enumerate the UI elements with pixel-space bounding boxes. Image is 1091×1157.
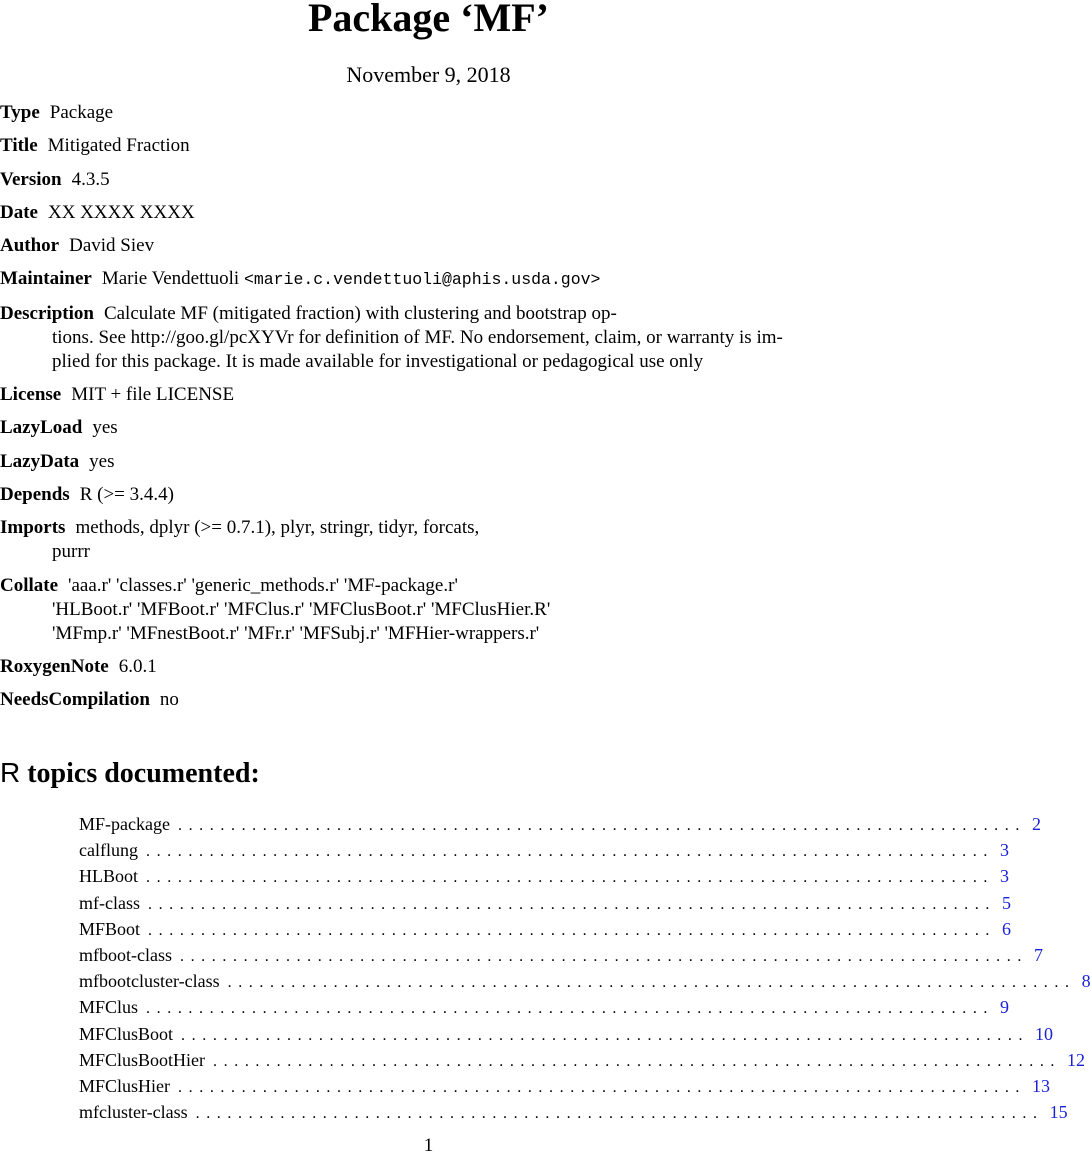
toc-entry-name[interactable]: MFClusHier — [79, 1075, 171, 1096]
field-value: MIT + file LICENSE — [71, 384, 235, 406]
toc-entry[interactable] — [79, 994, 1010, 1020]
toc-entry-name[interactable]: MFClusBoot — [79, 1023, 174, 1044]
toc-leader-dots: ................................................................................ — [227, 974, 1076, 992]
toc-entry[interactable] — [79, 890, 1011, 916]
field-line — [0, 350, 857, 374]
field-value: yes — [92, 417, 118, 439]
toc-entry-name[interactable]: MF-package — [79, 814, 170, 834]
field-key: Depends — [0, 483, 70, 505]
topics-heading-text: topics documented: — [27, 758, 260, 789]
field-line — [0, 383, 857, 407]
field-depends — [0, 483, 857, 507]
field-value: 'aaa.r' 'classes.r' 'generic_methods.r' 'MF-package.r' — [68, 574, 458, 596]
field-key: LazyData — [0, 450, 80, 472]
field-version — [0, 168, 857, 192]
field-key: LazyLoad — [0, 417, 83, 439]
field-line — [0, 598, 857, 622]
field-line — [0, 483, 857, 507]
field-line — [0, 134, 857, 158]
field-date — [0, 201, 857, 225]
field-key: Maintainer — [0, 268, 92, 290]
field-lazyload — [0, 416, 857, 440]
field-key: Collate — [0, 574, 59, 596]
toc-leader-dots: ................................................................................ — [146, 1000, 995, 1018]
field-author — [0, 234, 857, 258]
field-description — [0, 302, 857, 374]
field-line — [0, 416, 857, 440]
toc-entry[interactable] — [79, 1099, 1068, 1125]
toc-leader-dots: ................................................................................ — [177, 817, 1026, 834]
toc-page-link[interactable]: 3 — [1000, 866, 1010, 887]
field-line — [0, 450, 857, 474]
field-value: 4.3.5 — [71, 168, 110, 190]
package-title: Package ‘MF’ — [307, 0, 549, 40]
toc-leader-dots: ................................................................................ — [181, 1026, 1030, 1044]
toc-leader-dots: ................................................................................ — [146, 869, 995, 887]
toc-entry[interactable] — [79, 1073, 1051, 1099]
toc-entry-name[interactable]: MFClusBootHier — [79, 1049, 206, 1070]
field-line — [0, 234, 857, 258]
topics-heading — [0, 756, 260, 791]
toc-page-link[interactable]: 8 — [1081, 971, 1091, 992]
page-number: 1 — [423, 1135, 434, 1156]
field-imports — [0, 516, 857, 564]
field-value: plied for this package. It is made available for investigational or pedagogical use only — [52, 350, 704, 372]
field-value: 6.0.1 — [118, 655, 157, 677]
toc-entry[interactable] — [79, 837, 1009, 863]
toc-page-link[interactable]: 9 — [1000, 997, 1010, 1018]
toc-entry-name[interactable]: mfbootcluster-class — [79, 971, 220, 992]
r-logo: R — [0, 757, 21, 788]
toc-entry[interactable] — [79, 811, 1041, 837]
field-value: 'MFmp.r' 'MFnestBoot.r' 'MFr.r' 'MFSubj.r' 'MFHier-wrappers.r' — [52, 622, 540, 644]
field-line — [0, 168, 857, 192]
field-value: tions. See http://goo.gl/pcXYVr for definition of MF. No endorsement, claim, or warranty is im- — [52, 326, 783, 348]
toc-entry-name[interactable]: mf-class — [79, 892, 140, 913]
toc-leader-dots: ................................................................................ — [145, 843, 994, 861]
field-key: Author — [0, 235, 60, 257]
toc-leader-dots: ................................................................................ — [147, 895, 996, 913]
field-key: License — [0, 384, 62, 406]
field-key: Description — [0, 302, 94, 324]
field-key: Version — [0, 168, 62, 190]
field-key: Type — [0, 102, 40, 123]
toc-entry-name[interactable]: HLBoot — [79, 866, 139, 887]
field-value: XX XXXX XXXX — [47, 201, 195, 223]
field-line — [0, 326, 857, 350]
toc-page-link[interactable]: 7 — [1033, 944, 1043, 965]
field-line — [0, 574, 857, 598]
toc-entry-name[interactable]: mfboot-class — [79, 944, 172, 965]
table-of-contents — [79, 811, 1091, 1125]
field-value: yes — [89, 450, 115, 472]
field-line — [0, 622, 857, 646]
toc-entry[interactable] — [79, 1047, 1086, 1073]
toc-page-link[interactable]: 13 — [1032, 1075, 1051, 1096]
toc-entry[interactable] — [79, 968, 1091, 994]
toc-leader-dots: ................................................................................ — [179, 947, 1028, 965]
field-lazydata — [0, 450, 857, 474]
field-value: Marie Vendettuoli — [101, 268, 244, 290]
toc-entry-name[interactable]: calflung — [79, 840, 138, 861]
field-line — [0, 201, 857, 225]
maintainer-email: <marie.c.vendettuoli@aphis.usda.gov> — [243, 270, 601, 290]
field-key: NeedsCompilation — [0, 689, 150, 711]
field-value: no — [159, 689, 179, 711]
toc-page-link[interactable]: 10 — [1035, 1023, 1054, 1044]
field-line — [0, 516, 857, 540]
toc-leader-dots: ................................................................................ — [195, 1105, 1044, 1123]
toc-page-link[interactable]: 5 — [1001, 892, 1011, 913]
toc-leader-dots: ................................................................................ — [213, 1052, 1062, 1070]
field-key: Date — [0, 201, 38, 223]
toc-page-link[interactable]: 2 — [1031, 814, 1041, 834]
field-line — [0, 688, 857, 712]
field-line — [0, 101, 857, 125]
field-line — [0, 302, 857, 326]
toc-page-link[interactable]: 3 — [999, 840, 1009, 861]
field-value: purrr — [52, 541, 90, 563]
description-fields — [0, 101, 857, 721]
toc-entry-name[interactable]: mfcluster-class — [79, 1102, 188, 1123]
toc-entry[interactable] — [79, 942, 1043, 968]
toc-page-link[interactable]: 6 — [1002, 918, 1012, 939]
toc-entry[interactable] — [79, 1021, 1054, 1047]
package-date: November 9, 2018 — [346, 62, 511, 87]
toc-entry[interactable] — [79, 916, 1012, 942]
field-value: R (>= 3.4.4) — [79, 483, 174, 505]
field-value: 'HLBoot.r' 'MFBoot.r' 'MFClus.r' 'MFClusBoot.r' 'MFClusHier.R' — [52, 598, 551, 620]
toc-leader-dots: ................................................................................ — [148, 921, 997, 939]
field-line — [0, 267, 857, 292]
field-key: Title — [0, 135, 38, 157]
field-value: methods, dplyr (>= 0.7.1), plyr, stringr, tidyr, forcats, — [75, 517, 480, 539]
toc-entry[interactable] — [79, 863, 1010, 889]
field-type — [0, 101, 857, 125]
field-title — [0, 134, 857, 158]
toc-leader-dots: ................................................................................ — [178, 1078, 1027, 1096]
field-license — [0, 383, 857, 407]
toc-entry-name[interactable]: MFClus — [79, 997, 139, 1018]
field-collate — [0, 574, 857, 646]
field-value: Mitigated Fraction — [47, 135, 190, 157]
field-needscompilation — [0, 688, 857, 712]
field-maintainer — [0, 267, 857, 292]
toc-entry-name[interactable]: MFBoot — [79, 918, 141, 939]
field-line — [0, 655, 857, 679]
field-key: Imports — [0, 517, 66, 539]
field-line — [0, 540, 857, 564]
field-value: Calculate MF (mitigated fraction) with clustering and bootstrap op- — [103, 302, 617, 324]
field-roxygennote — [0, 655, 857, 679]
toc-page-link[interactable]: 15 — [1049, 1102, 1068, 1123]
field-value: David Siev — [69, 235, 155, 257]
field-value: Package — [49, 102, 114, 123]
field-key: RoxygenNote — [0, 655, 109, 677]
toc-page-link[interactable]: 12 — [1067, 1049, 1086, 1070]
